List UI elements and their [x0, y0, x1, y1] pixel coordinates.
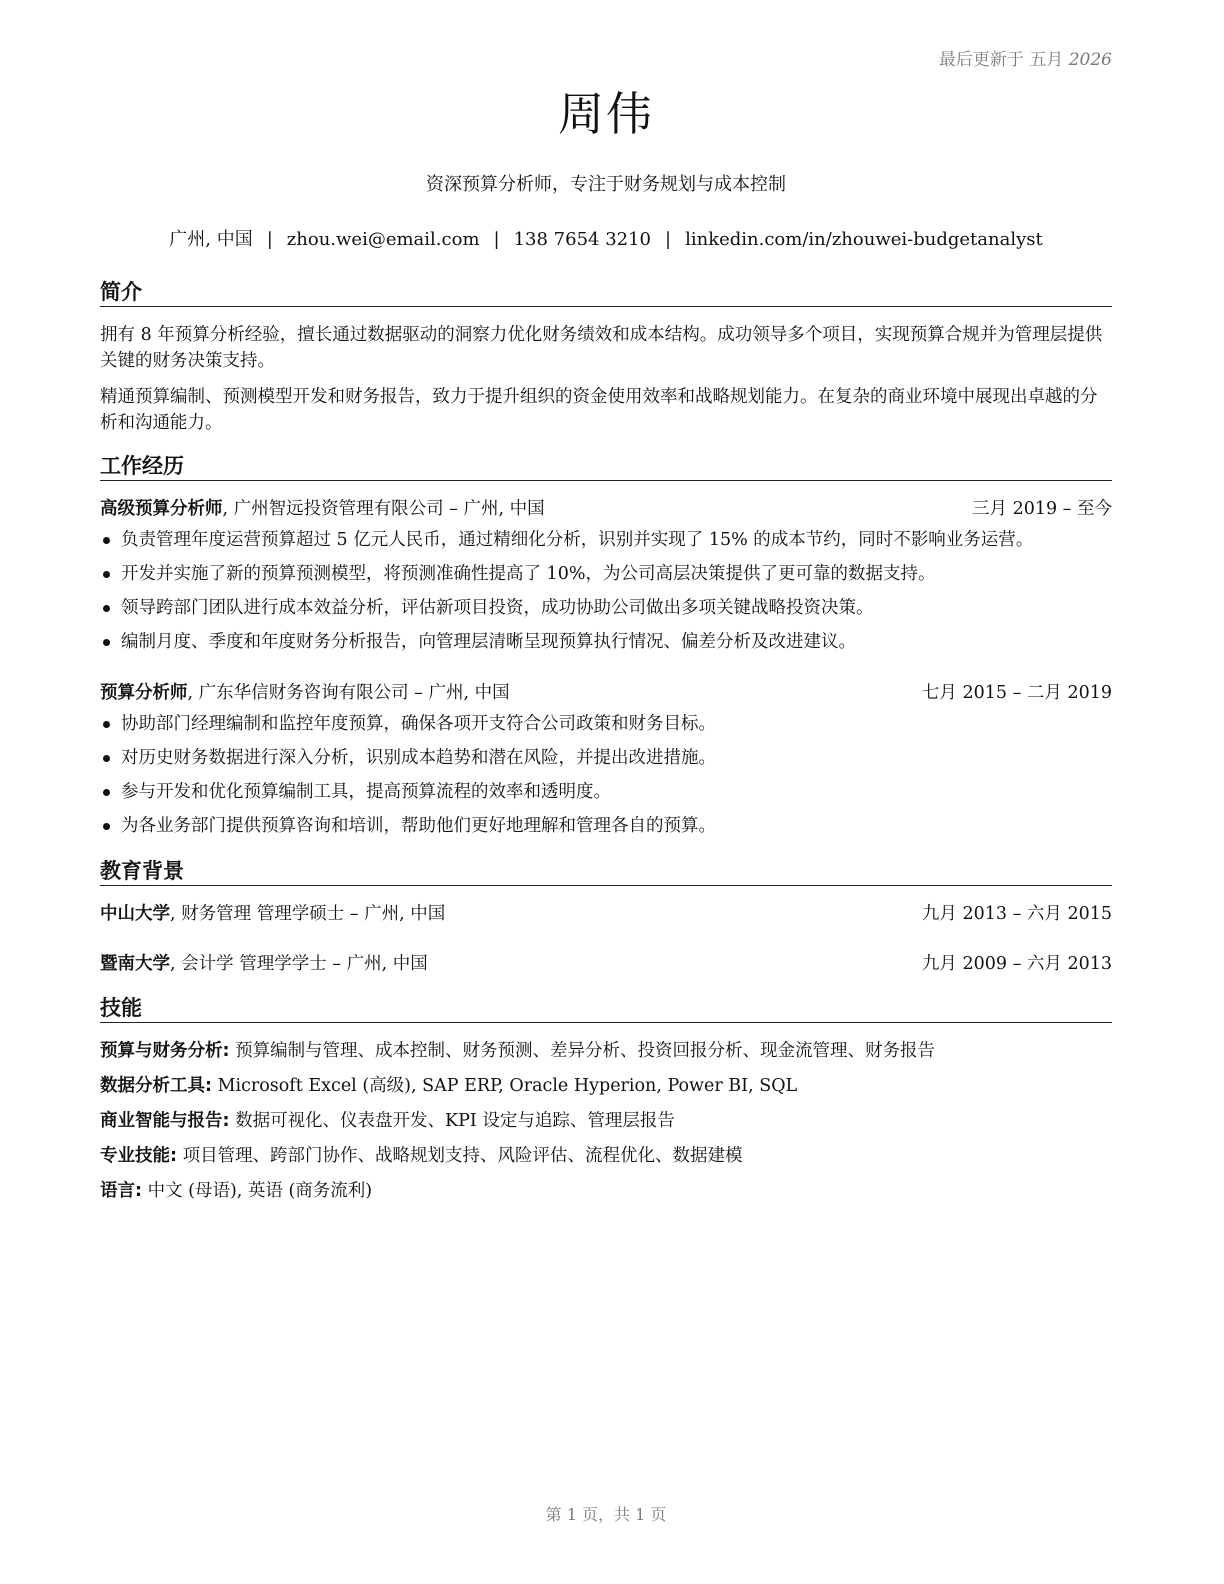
contact-location: 广州, 中国 [169, 229, 253, 250]
skill-row [100, 1073, 1112, 1108]
job-bullets [100, 527, 1112, 663]
job-header [100, 680, 1112, 706]
job-bullet: 为各业务部门提供预算咨询和培训，帮助他们更好地理解和管理各自的预算。 [100, 813, 1112, 847]
education-entry [100, 901, 1112, 927]
summary-paragraph: 精通预算编制、预测模型开发和财务报告，致力于提升组织的资金使用效率和战略规划能力。在复杂的商业环境中展现出卓越的分析和沟通能力。 [100, 387, 1098, 433]
job-bullet: 参与开发和优化预算编制工具，提高预算流程的效率和透明度。 [100, 779, 1112, 813]
job-bullet: 负责管理年度运营预算超过 5 亿元人民币，通过精细化分析，识别并实现了 15% 的成本节约，同时不影响业务运营。 [100, 527, 1112, 561]
skills-list [100, 1038, 1112, 1213]
skill-row [100, 1108, 1112, 1143]
resume-page [100, 0, 1112, 1584]
skill-row [100, 1038, 1112, 1073]
last-updated [939, 45, 1112, 70]
last-updated-prefix: 最后更新于 五月 [938, 50, 1064, 70]
job-org: , 广州智远投资管理有限公司 – 广州, 中国 [222, 499, 545, 519]
candidate-name: 周伟 [558, 87, 654, 141]
skill-value: Microsoft Excel (高级), SAP ERP, Oracle Hyperion, Power BI, SQL [212, 1076, 798, 1096]
skill-label: 专业技能: [100, 1146, 177, 1166]
skill-value: 项目管理、跨部门协作、战略规划支持、风险评估、流程优化、数据建模 [177, 1146, 743, 1166]
skill-label: 预算与财务分析: [100, 1041, 230, 1061]
section-title-experience: 工作经历 [100, 452, 1112, 481]
skill-label: 语言: [100, 1181, 142, 1201]
school-detail: , 财务管理 管理学硕士 – 广州, 中国 [170, 904, 446, 924]
job-bullet: 对历史财务数据进行深入分析，识别成本趋势和潜在风险，并提出改进措施。 [100, 745, 1112, 779]
contact-separator: | [665, 229, 672, 250]
school-dates: 九月 2013 – 六月 2015 [921, 904, 1112, 924]
skill-value: 中文 (母语), 英语 (商务流利) [142, 1181, 373, 1201]
job-bullet: 编制月度、季度和年度财务分析报告，向管理层清晰呈现预算执行情况、偏差分析及改进建议。 [100, 629, 1112, 663]
job-bullet: 领导跨部门团队进行成本效益分析，评估新项目投资，成功协助公司做出多项关键战略投资决策。 [100, 595, 1112, 629]
skill-label: 数据分析工具: [100, 1076, 212, 1096]
contact-linkedin[interactable]: linkedin.com/in/zhouwei-budgetanalyst [685, 229, 1043, 250]
skill-value: 预算编制与管理、成本控制、财务预测、差异分析、投资回报分析、现金流管理、财务报告 [229, 1041, 936, 1061]
job-org: , 广东华信财务咨询有限公司 – 广州, 中国 [187, 683, 510, 703]
skill-row [100, 1143, 1112, 1178]
skill-label: 商业智能与报告: [100, 1111, 230, 1131]
summary-paragraph: 拥有 8 年预算分析经验，擅长通过数据驱动的洞察力优化财务绩效和成本结构。成功领导多个项目，实现预算合规并为管理层提供关键的财务决策支持。 [100, 325, 1103, 371]
skill-row [100, 1178, 1112, 1213]
skill-value: 数据可视化、仪表盘开发、KPI 设定与追踪、管理层报告 [229, 1111, 675, 1131]
contact-line [100, 225, 1112, 251]
job-dates: 三月 2019 – 至今 [972, 499, 1112, 519]
job-bullets [100, 711, 1112, 847]
contact-separator: | [266, 229, 273, 250]
education-entry [100, 951, 1112, 977]
job-header [100, 496, 1112, 522]
section-title-education: 教育背景 [100, 857, 1112, 886]
school-name: 中山大学 [100, 904, 170, 924]
section-title-summary: 简介 [100, 278, 1112, 307]
job-role: 预算分析师 [100, 683, 188, 703]
page-number-footer: 第 1 页，共 1 页 [545, 1505, 667, 1524]
school-dates: 九月 2009 – 六月 2013 [921, 954, 1112, 974]
contact-separator: | [493, 229, 500, 250]
last-updated-year: 2026 [1068, 50, 1112, 70]
job-role: 高级预算分析师 [100, 499, 223, 519]
section-title-skills: 技能 [100, 994, 1112, 1023]
contact-phone: 138 7654 3210 [513, 229, 652, 250]
job-bullet: 开发并实施了新的预算预测模型，将预测准确性提高了 10%，为公司高层决策提供了更可靠的数据支持。 [100, 561, 1112, 595]
school-name: 暨南大学 [100, 954, 170, 974]
contact-email[interactable]: zhou.wei@email.com [286, 229, 480, 250]
job-bullet: 协助部门经理编制和监控年度预算，确保各项开支符合公司政策和财务目标。 [100, 711, 1112, 745]
school-detail: , 会计学 管理学学士 – 广州, 中国 [170, 954, 428, 974]
candidate-tagline: 资深预算分析师，专注于财务规划与成本控制 [426, 174, 786, 195]
job-dates: 七月 2015 – 二月 2019 [921, 683, 1112, 703]
